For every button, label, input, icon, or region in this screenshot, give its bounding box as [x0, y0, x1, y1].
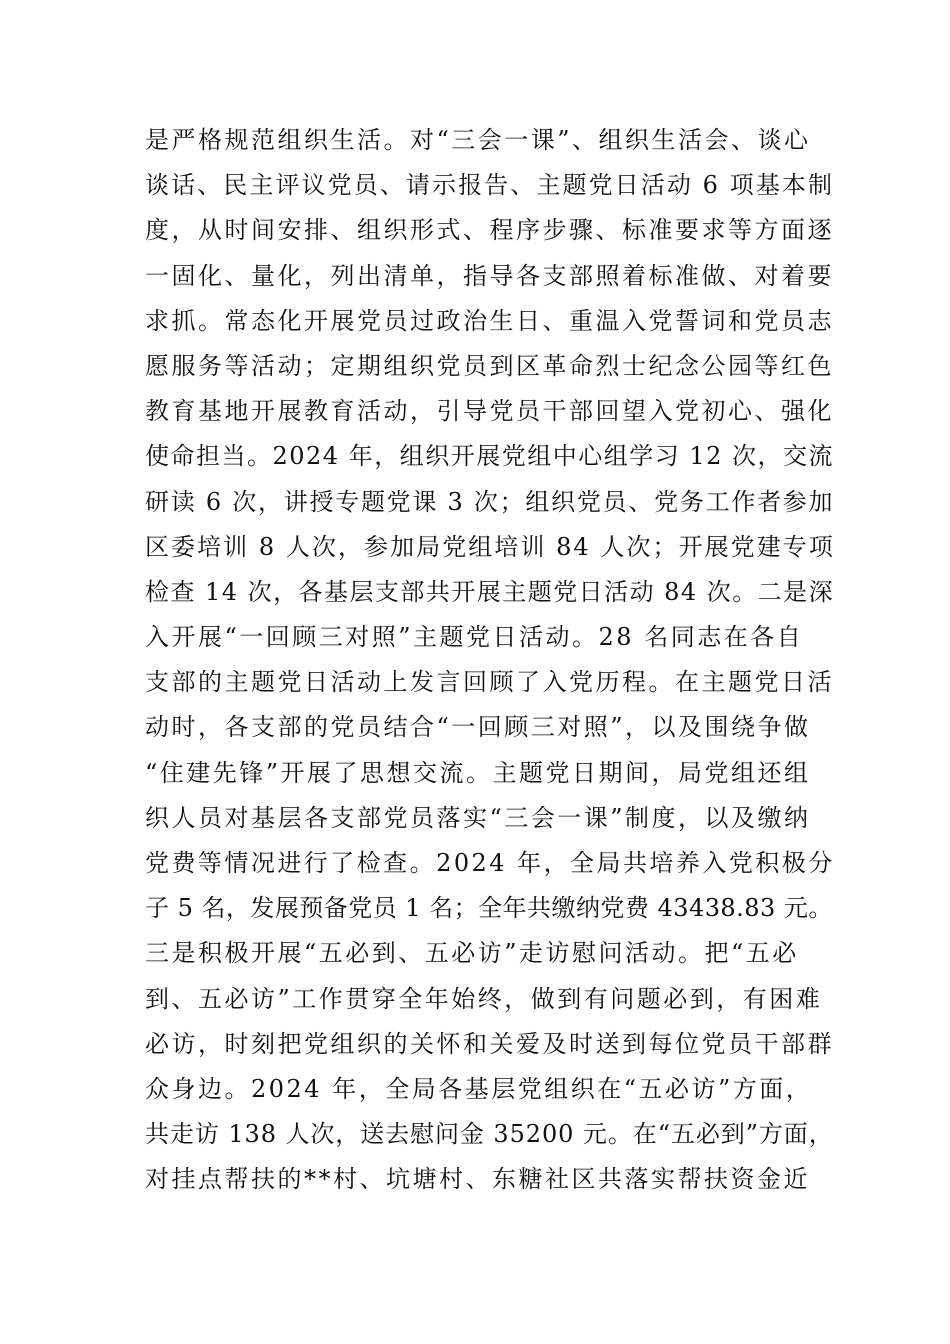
text-line-3: 度，从时间安排、组织形式、程序步骤、标准要求等方面逐 — [145, 216, 834, 245]
text-line-4: 一固化、量化，列出清单，指导各支部照着标准做、对着要 — [145, 261, 834, 290]
text-line-1: 是严格规范组织生活。对“三会一课”、组织生活会、谈心 — [145, 126, 811, 154]
text-line-5: 求抓。常态化开展党员过政治生日、重温入党誓词和党员志 — [145, 306, 834, 335]
text-line-18: 子 5 名，发展预备党员 1 名；全年共缴纳党费 43438.83 元。 — [145, 894, 833, 923]
text-line-16: 织人员对基层各支部党员落实“三会一课”制度，以及缴纳 — [145, 803, 811, 832]
text-line-7: 教育基地开展教育活动，引导党员干部回望入党初心、强化 — [145, 397, 834, 426]
text-line-21: 必访，时刻把党组织的关怀和关爱及时送到每位党员干部群 — [145, 1029, 834, 1058]
text-line-11: 检查 14 次，各基层支部共开展主题党日活动 84 次。二是深 — [145, 577, 835, 606]
text-line-19: 三是积极开展“五必到、五必访”走访慰问活动。把“五必 — [145, 939, 799, 968]
text-line-2: 谈话、民主评议党员、请示报告、主题党日活动 6 项基本制 — [145, 171, 835, 200]
text-line-20: 到、五必访”工作贯穿全年始终，做到有问题必到，有困难 — [145, 984, 823, 1013]
text-line-10: 区委培训 8 人次，参加局党组培训 84 人次；开展党建专项 — [145, 532, 835, 561]
text-line-13: 支部的主题党日活动上发言回顾了入党历程。在主题党日活 — [145, 668, 834, 697]
text-line-15: “住建先锋”开展了思想交流。主题党日期间，局党组还组 — [145, 758, 811, 787]
text-line-22: 众身边。2024 年，全局各基层党组织在“五必访”方面， — [145, 1074, 813, 1103]
text-line-6: 愿服务等活动；定期组织党员到区革命烈士纪念公园等红色 — [145, 351, 834, 380]
text-line-8: 使命担当。2024 年，组织开展党组中心组学习 12 次，交流 — [145, 442, 835, 471]
body-paragraph — [145, 118, 835, 1203]
text-line-14: 动时，各支部的党员结合“一回顾三对照”，以及围绕争做 — [145, 713, 811, 742]
text-line-9: 研读 6 次，讲授专题党课 3 次；组织党员、党务工作者参加 — [145, 487, 835, 516]
text-line-12: 入开展“一回顾三对照”主题党日活动。28 名同志在各自 — [145, 623, 804, 652]
text-line-17: 党费等情况进行了检查。2024 年，全局共培养入党积极分 — [145, 849, 835, 877]
text-line-23: 共走访 138 人次，送去慰问金 35200 元。在“五必到”方面， — [145, 1120, 834, 1149]
text-line-24: 对挂点帮扶的**村、坑塘村、东糖社区共落实帮扶资金近 — [145, 1165, 810, 1194]
